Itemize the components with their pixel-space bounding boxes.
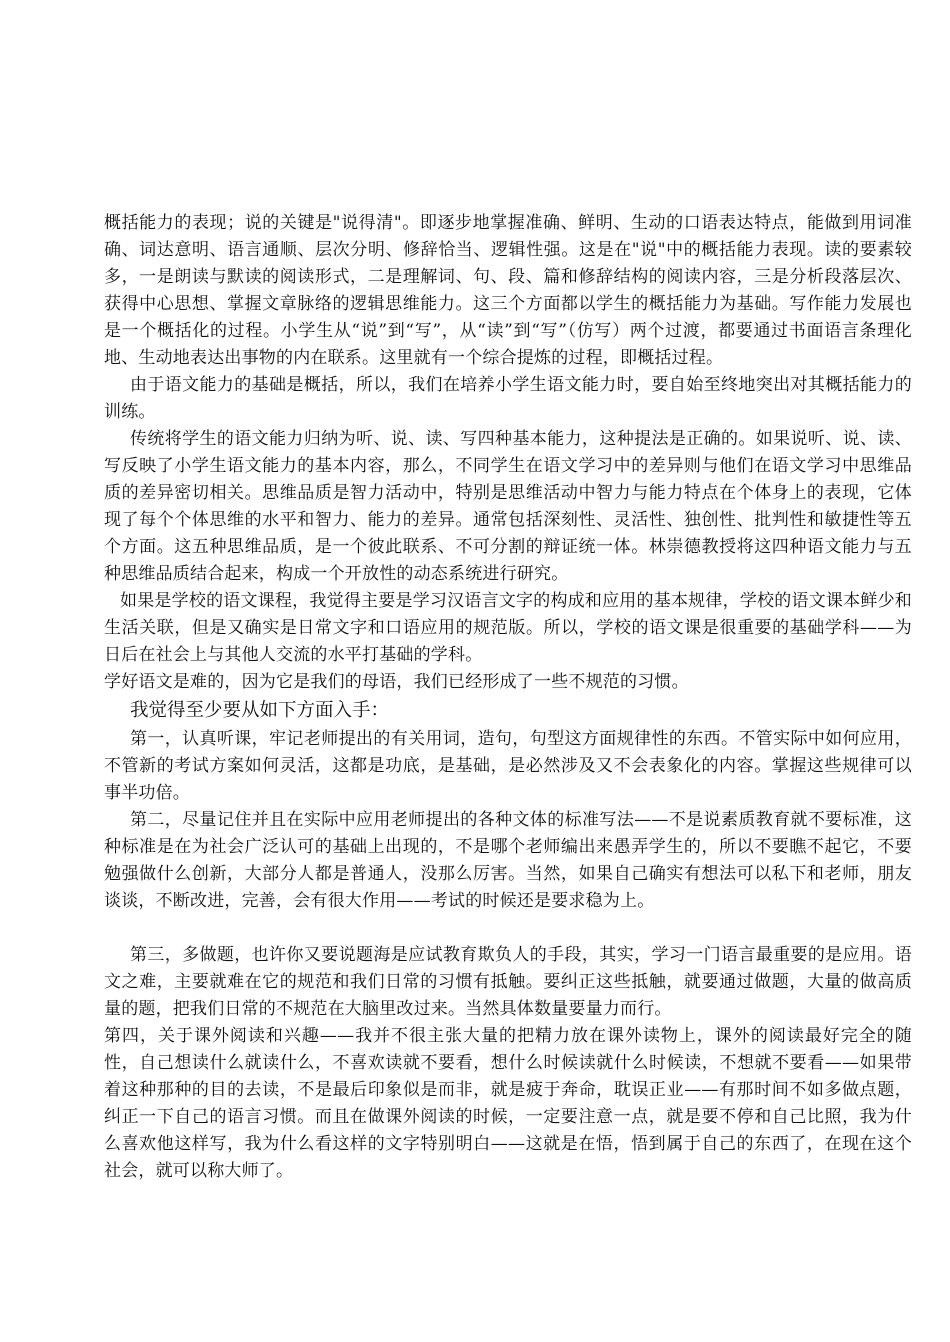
blank-line	[104, 915, 912, 942]
paragraph-point-one: 第一，认真听课，牢记老师提出的有关用词，造句，句型这方面规律性的东西。不管实际中如何应用，不管新的考试方案如何灵活，这都是功底，是基础，是必然涉及又不会表象化的内容。掌握这些规律可以事半功倍。	[104, 729, 912, 803]
paragraph-point-three: 第三，多做题，也许你又要说题海是应试教育欺负人的手段，其实，学习一门语言最重要的是应用。语文之难，主要就难在它的规范和我们日常的习惯有抵触。要纠正这些抵触，就要通过做题，大量的做高质量的题，把我们日常的不规范在大脑里改过来。当然具体数量要量力而行。	[104, 945, 912, 1019]
paragraph-summary-ability: 概括能力的表现；说的关键是"说得清"。即逐步地掌握准确、鲜明、生动的口语表达特点，能做到用词准确、词达意明、语言通顺、层次分明、修辞恰当、逻辑性强。这是在"说"中的概括能力表现。读的要素较多，一是朗读与默读的阅读形式，二是理解词、句、段、篇和修辞结构的阅读内容，三是分析段落层次、获得中心思想、掌握文章脉络的逻辑思维能力。这三个方面都以学生的概括能力为基础。写作能力发展也是一个概括化的过程。小学生从“说”到“写”，从“读”到“写”（仿写）两个过渡，都要通过书面语言条理化地、生动地表达出事物的内在联系。这里就有一个综合提炼的过程，即概括过程。	[104, 213, 912, 368]
paragraph-school-course: 如果是学校的语文课程，我觉得主要是学习汉语言文字的构成和应用的基本规律，学校的语文课本鲜少和生活关联，但是又确实是日常文字和口语应用的规范版。所以，学校的语文课是很重要的基础学科——为日后在社会上与其他人交流的水平打基础的学科。	[104, 591, 912, 665]
paragraph-point-four: 第四，关于课外阅读和兴趣——我并不很主张大量的把精力放在课外读物上，课外的阅读最好完全的随性，自己想读什么就读什么，不喜欢读就不要看，想什么时候读就什么时候读，不想就不要看——如果带着这种那种的目的去读，不是最后印象似是而非，就是疲于奔命，耽误正业——有那时间不如多做点题，纠正一下自己的语言习惯。而且在做课外阅读的时候，一定要注意一点，就是要不停和自己比照，我为什么喜欢他这样写，我为什么看这样的文字特别明白——这就是在悟，悟到属于自己的东西了，在现在这个社会，就可以称大师了。	[104, 1026, 912, 1181]
paragraph-foundation: 由于语文能力的基础是概括，所以，我们在培养小学生语文能力时，要自始至终地突出对其概括能力的训练。	[104, 375, 912, 422]
paragraph-difficulty: 学好语文是难的，因为它是我们的母语，我们已经形成了一些不规范的习惯。	[104, 672, 689, 692]
document-body	[104, 210, 912, 1185]
paragraph-thinking-quality: 传统将学生的语文能力归纳为听、说、读、写四种基本能力，这种提法是正确的。如果说听、说、读、写反映了小学生语文能力的基本内容，那么，不同学生在语文学习中的差异则与他们在语文学习中思维品质的差异密切相关。思维品质是智力活动中，特别是思维活动中智力与能力特点在个体身上的表现，它体现了每个个体思维的水平和智力、能力的差异。通常包括深刻性、灵活性、独创性、批判性和敏捷性等五个方面。这五种思维品质，是一个彼此联系、不可分割的辩证统一体。林崇德教授将这四种语文能力与五种思维品质结合起来，构成一个开放性的动态系统进行研究。	[104, 429, 912, 584]
paragraph-point-two: 第二，尽量记住并且在实际中应用老师提出的各种文体的标准写法——不是说素质教育就不要标准，这种标准是在为社会广泛认可的基础上出现的，不是哪个老师编出来愚弄学生的，所以不要瞧不起它，不要勉强做什么创新，大部分人都是普通人，没那么厉害。当然，如果自己确实有想法可以私下和老师，朋友谈谈，不断改进，完善，会有很大作用——考试的时候还是要求稳为上。	[104, 810, 912, 911]
section-heading: 我觉得至少要从如下方面入手：	[130, 700, 390, 721]
